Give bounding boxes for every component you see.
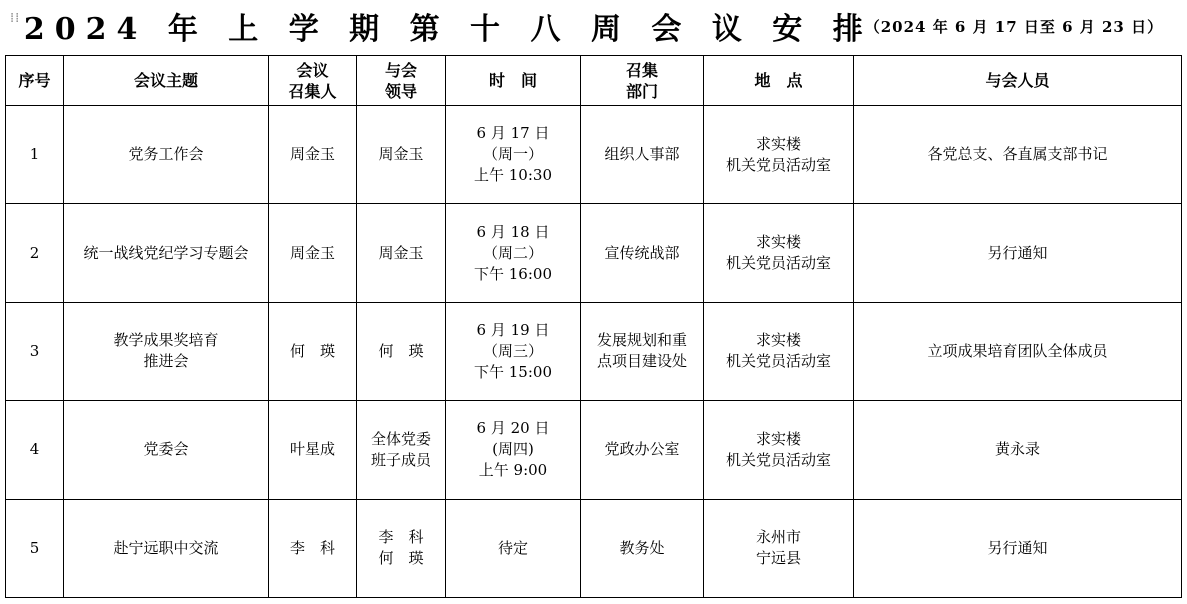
cell-line: 下午 15:00 [474, 362, 552, 381]
header-location [704, 56, 854, 106]
cell-line: 教学成果奖培育 [113, 331, 219, 350]
cell-line: 6 月 18 日 [476, 222, 550, 241]
cell-line: 周金玉 [289, 145, 335, 164]
cell-line: 机关党员活动室 [725, 155, 831, 174]
cell-location [704, 499, 854, 597]
cell-line: 教务处 [619, 538, 665, 557]
cell-line: （周一） [482, 145, 543, 164]
cell-dept [581, 499, 704, 597]
cell-line: 求实楼 [755, 331, 801, 350]
table-row [6, 499, 1182, 597]
table-row [6, 106, 1182, 204]
cell-dept [581, 302, 704, 400]
cell-convener [269, 302, 357, 400]
cell-index: 2 [6, 204, 64, 302]
cell-line: 宣传统战部 [604, 243, 680, 262]
cell-index: 1 [6, 106, 64, 204]
header-index [6, 56, 64, 106]
cell-line: 全体党委 [370, 429, 431, 448]
cell-time [446, 106, 581, 204]
header-leader [357, 56, 446, 106]
cell-time [446, 204, 581, 302]
cell-line: 叶星成 [289, 440, 335, 459]
cell-line: 何 瑛 [378, 549, 424, 568]
header-time [446, 56, 581, 106]
cell-line: 6 月 19 日 [476, 320, 550, 339]
table-row [6, 204, 1182, 302]
cell-line: 召集 [625, 60, 658, 80]
cell-line: （周二） [482, 243, 543, 262]
cell-line: （周三） [482, 341, 543, 360]
cell-leader [357, 302, 446, 400]
table-row [6, 401, 1182, 499]
cell-line: 机关党员活动室 [725, 450, 831, 469]
cell-convener [269, 401, 357, 499]
cell-location [704, 302, 854, 400]
cell-line: 机关党员活动室 [725, 254, 831, 273]
cell-attendees: 另行通知 [854, 204, 1182, 302]
cell-line: 发展规划和重 [596, 331, 687, 350]
cell-line: 宁远县 [755, 549, 801, 568]
header-attendees [854, 56, 1182, 106]
cell-topic [64, 499, 269, 597]
cell-line: 周金玉 [378, 145, 424, 164]
cell-line: 机关党员活动室 [725, 352, 831, 371]
cell-attendees: 立项成果培育团队全体成员 [854, 302, 1182, 400]
cell-line: 推进会 [143, 352, 189, 371]
cell-convener [269, 106, 357, 204]
cell-topic [64, 204, 269, 302]
cell-topic [64, 302, 269, 400]
cell-line: 周金玉 [289, 243, 335, 262]
cell-convener [269, 204, 357, 302]
cell-topic [64, 106, 269, 204]
cell-line: 会议 [296, 60, 329, 80]
page-header [0, 4, 1187, 48]
cell-line: 点项目建设处 [596, 352, 687, 371]
cell-line: 组织人事部 [604, 145, 680, 164]
cell-line: 李 科 [289, 538, 335, 557]
table-move-handle-icon[interactable]: ⁞⁞ [10, 11, 21, 26]
cell-dept [581, 401, 704, 499]
cell-line: 求实楼 [755, 134, 801, 153]
cell-line: 李 科 [378, 528, 424, 547]
cell-line: 部门 [625, 81, 658, 101]
cell-line: 时 间 [488, 71, 537, 90]
cell-line: (周四) [492, 440, 534, 459]
cell-line: 地 点 [754, 71, 803, 90]
cell-topic [64, 401, 269, 499]
cell-attendees: 另行通知 [854, 499, 1182, 597]
table-row [6, 302, 1182, 400]
cell-line: 6 月 17 日 [476, 124, 550, 143]
cell-leader [357, 401, 446, 499]
cell-leader [357, 204, 446, 302]
cell-line: 上午 10:30 [474, 166, 552, 185]
header-row [6, 56, 1182, 106]
cell-line: 赴宁远职中交流 [113, 538, 219, 557]
cell-index: 3 [6, 302, 64, 400]
cell-line: 6 月 20 日 [476, 419, 550, 438]
cell-time [446, 401, 581, 499]
header-convener [269, 56, 357, 106]
cell-line: 上午 9:00 [478, 461, 548, 480]
cell-line: 求实楼 [755, 429, 801, 448]
cell-index: 5 [6, 499, 64, 597]
cell-time [446, 499, 581, 597]
cell-attendees: 各党总支、各直属支部书记 [854, 106, 1182, 204]
cell-leader [357, 106, 446, 204]
cell-line: 周金玉 [378, 243, 424, 262]
cell-line: 党务工作会 [128, 145, 204, 164]
cell-line: 统一战线党纪学习专题会 [83, 243, 249, 262]
cell-line: 党委会 [143, 440, 189, 459]
cell-line: 召集人 [288, 81, 337, 101]
cell-line: 待定 [497, 538, 528, 557]
cell-location [704, 401, 854, 499]
cell-attendees: 黄永录 [854, 401, 1182, 499]
schedule-table [5, 55, 1182, 598]
cell-line: 党政办公室 [604, 440, 680, 459]
cell-index: 4 [6, 401, 64, 499]
cell-dept [581, 106, 704, 204]
cell-line: 领导 [384, 81, 417, 101]
cell-line: 序号 [18, 71, 51, 90]
cell-leader [357, 499, 446, 597]
cell-line: 求实楼 [755, 233, 801, 252]
cell-location [704, 204, 854, 302]
cell-convener [269, 499, 357, 597]
page-subtitle: （2024 年 6 月 17 日至 6 月 23 日） [864, 17, 1164, 36]
cell-time [446, 302, 581, 400]
cell-line: 与会人员 [985, 71, 1050, 90]
cell-line: 何 瑛 [289, 341, 335, 360]
cell-dept [581, 204, 704, 302]
cell-line: 何 瑛 [378, 341, 424, 360]
cell-location [704, 106, 854, 204]
cell-line: 永州市 [755, 528, 801, 547]
cell-line: 下午 16:00 [474, 264, 552, 283]
cell-line: 班子成员 [370, 450, 431, 469]
cell-line: 会议主题 [133, 71, 198, 90]
header-topic [64, 56, 269, 106]
page-title: 2024 年 上 学 期 第 十 八 周 会 议 安 排 [23, 12, 873, 47]
cell-line: 与会 [384, 60, 417, 80]
header-dept [581, 56, 704, 106]
